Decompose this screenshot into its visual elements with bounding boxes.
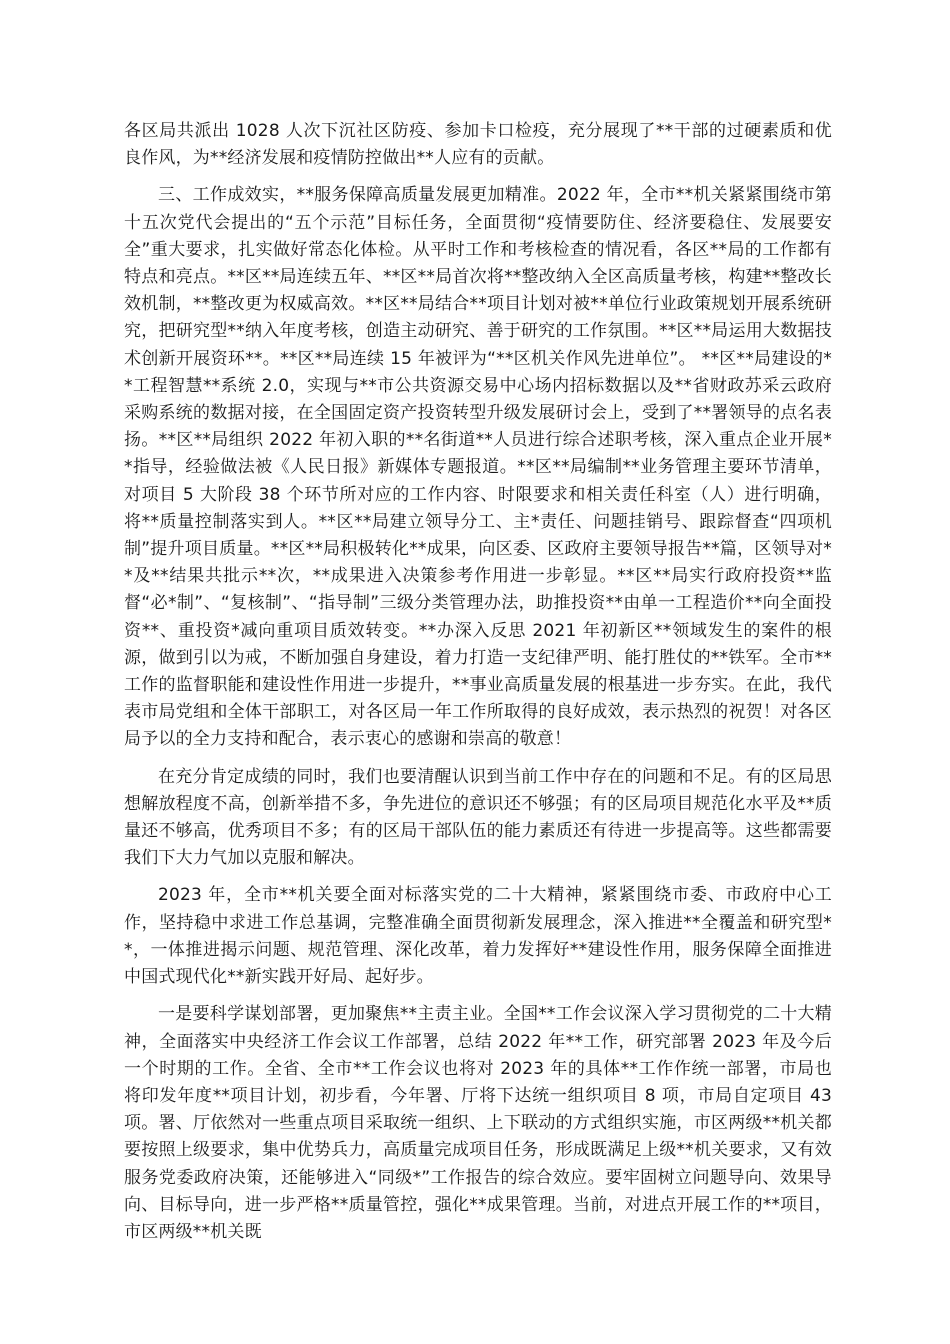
document-page: [124, 118, 832, 1256]
paragraph-4: 2023 年，全市**机关要全面对标落实党的二十大精神，紧紧围绕市委、市政府中心工作，坚持稳中求进工作总基调，完整准确全面贯彻新发展理念，深入推进**全覆盖和研究型**，一体推进揭示问题、规范管理、深化改革，着力发挥好**建设性作用，服务保障全面推进中国式现代化**新实践开好局、起好步。: [124, 885, 832, 988]
paragraph-3: 在充分肯定成绩的同时，我们也要清醒认识到当前工作中存在的问题和不足。有的区局思想解放程度不高，创新举措不多，争先进位的意识还不够强；有的区局项目规范化水平及**质量还不够高，优秀项目不多；有的区局干部队伍的能力素质还有待进一步提高等。这些都需要我们下大力气加以克服和解决。: [124, 766, 832, 869]
paragraph-1: 各区局共派出 1028 人次下沉社区防疫、参加卡口检疫，充分展现了**干部的过硬素质和优良作风，为**经济发展和疫情防控做出**人应有的贡献。: [124, 121, 832, 169]
paragraph-2: 三、工作成效实，**服务保障高质量发展更加精准。2022 年，全市**机关紧紧围绕市第十五次党代会提出的“五个示范”目标任务，全面贯彻“疫情要防住、经济要稳住、发展要安全”重大要求，扎实做好常态化体检。从平时工作和考核检查的情况看，各区**局的工作都有特点和亮点。**区**局连续五年、**区**局首次将**整改纳入全区高质量考核，构建**整改长效机制，**整改更为权威高效。**区**局结合**项目计划对被**单位行业政策规划开展系统研究，把研究型**纳入年度考核，创造主动研究、善于研究的工作氛围。**区**局运用大数据技术创新开展资环**。**区**局连续 15 年被评为“**区机关作风先进单位”。 **区**局建设的**工程智慧**系统 2.0，实现与**市公共资源交易中心场内招标数据以及**省财政苏采云政府采购系统的数据对接，在全国固定资产投资转型升级发展研讨会上，受到了**署领导的点名表扬。**区**局组织 2022 年初入职的**名街道**人员进行综合述职考核，深入重点企业开展**指导，经验做法被《人民日报》新媒体专题报道。**区**局编制**业务管理主要环节清单，对项目 5 大阶段 38 个环节所对应的工作内容、时限要求和相关责任科室（人）进行明确，将**质量控制落实到人。**区**局建立领导分工、主*责任、问题挂销号、跟踪督查“四项机制”提升项目质量。**区**局积极转化**成果，向区委、区政府主要领导报告**篇，区领导对**及**结果共批示**次，**成果进入决策参考作用进一步彰显。**区**局实行政府投资**监督“必*制”、“复核制”、“指导制”三级分类管理办法，助推投资**由单一工程造价**向全面投资**、重投资*减向重项目质效转变。**办深入反思 2021 年初新区**领域发生的案件的根源，做到引以为戒，不断加强自身建设，着力打造一支纪律严明、能打胜仗的**铁军。全市**工作的监督职能和建设性作用进一步提升，**事业高质量发展的根基进一步夯实。在此，我代表市局党组和全体干部职工，对各区局一年工作所取得的良好成效，表示热烈的祝贺！对各区局予以的全力支持和配合，表示衷心的感谢和崇高的敬意！: [124, 185, 832, 750]
paragraph-5: 一是要科学谋划部署，更加聚焦**主责主业。全国**工作会议深入学习贯彻党的二十大精神，全面落实中央经济工作会议工作部署，总结 2022 年**工作，研究部署 2023 年及今后一个时期的工作。全省、全市**工作会议也将对 2023 年的具体**工作作统一部署，市局也将印发年度**项目计划，初步看，今年署、厅将下达统一组织项目 8 项，市局自定项目 43 项。署、厅依然对一些重点项目采取统一组织、上下联动的方式组织实施，市区两级**机关都要按照上级要求，集中优势兵力，高质量完成项目任务，形成既满足上级**机关要求，又有效服务党委政府决策，还能够进入“同级*”工作报告的综合效应。要牢固树立问题导向、效果导向、目标导向，进一步严格**质量管控，强化**成果管理。当前，对进点开展工作的**项目，市区两级**机关既: [124, 1004, 832, 1242]
